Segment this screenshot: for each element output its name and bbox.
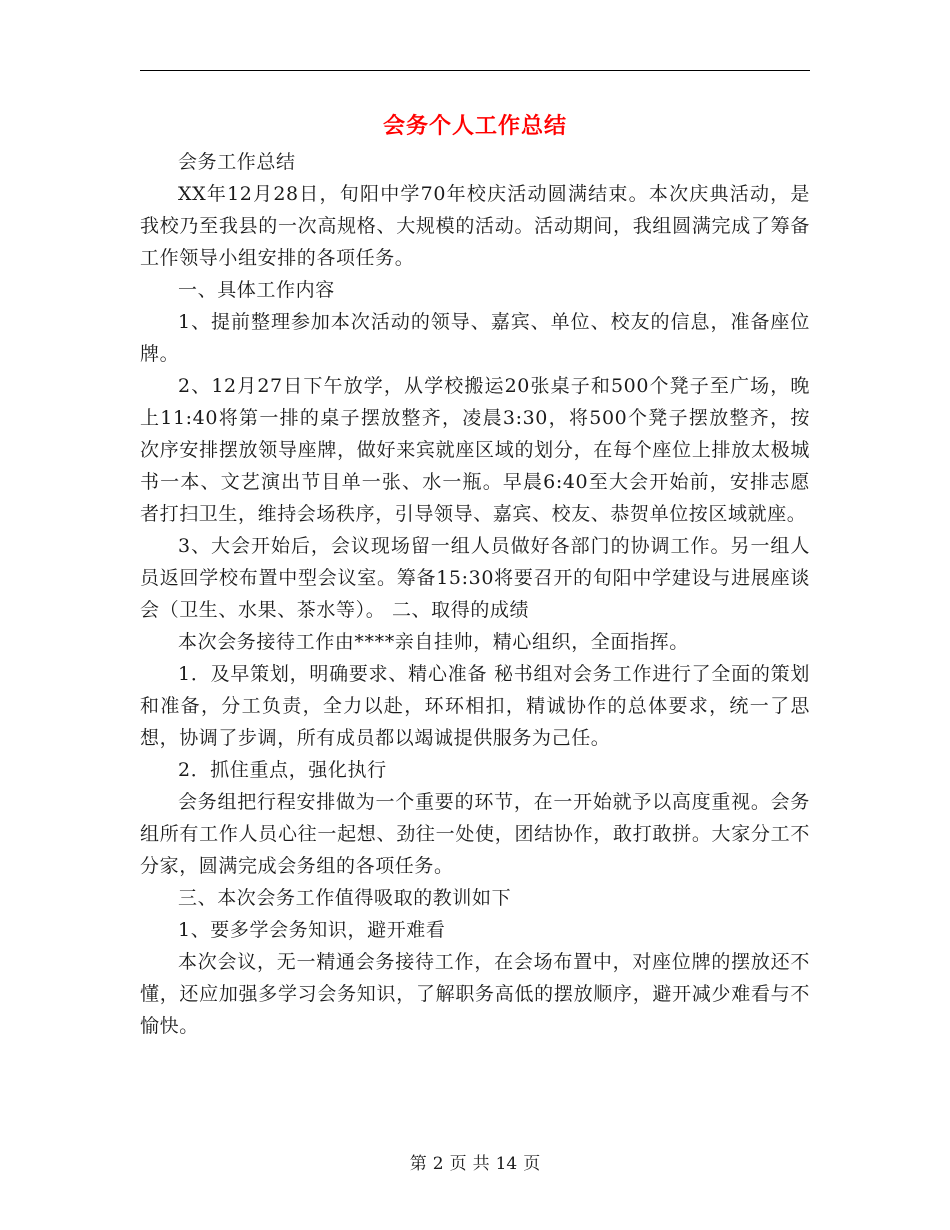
- paragraph: 1．及早策划，明确要求、精心准备 秘书组对会务工作进行了全面的策划和准备，分工负责，全力以赴，环环相扣，精诚协作的总体要求，统一了思想，协调了步调，所有成员都以竭诚提供服务为己任。: [140, 663, 810, 749]
- paragraph: 1、提前整理参加本次活动的领导、嘉宾、单位、校友的信息，准备座位牌。: [140, 311, 810, 365]
- document-title: 会务个人工作总结: [382, 113, 567, 139]
- paragraph: 3、大会开始后，会议现场留一组人员做好各部门的协调工作。另一组人员返回学校布置中型会议室。筹备15:30将要召开的旬阳中学建设与进展座谈会（卫生、水果、茶水等）。 二、取得的成绩: [140, 535, 810, 621]
- paragraph: 本次会议，无一精通会务接待工作，在会场布置中，对座位牌的摆放还不懂，还应加强多学习会务知识，了解职务高低的摆放顺序，避开减少难看与不愉快。: [140, 951, 810, 1037]
- paragraph: 会务组把行程安排做为一个重要的环节，在一开始就予以高度重视。会务组所有工作人员心往一起想、劲往一处使，团结协作，敢打敢拼。大家分工不分家，圆满完成会务组的各项任务。: [140, 791, 810, 877]
- page-footer: [0, 1152, 950, 1176]
- paragraph: 2．抓住重点，强化执行: [178, 759, 387, 781]
- paragraph: XX年12月28日，旬阳中学70年校庆活动圆满结束。本次庆典活动，是我校乃至我县的一次高规格、大规模的活动。活动期间，我组圆满完成了筹备工作领导小组安排的各项任务。: [140, 183, 810, 269]
- paragraph: 会务工作总结: [178, 151, 296, 173]
- page-total: 14: [495, 1154, 518, 1174]
- header-rule: [140, 70, 810, 71]
- paragraph: 本次会务接待工作由****亲自挂帅，精心组织，全面指挥。: [178, 631, 689, 653]
- section-heading: 三、本次会务工作值得吸取的教训如下: [178, 887, 512, 909]
- footer-page-label: 页: [449, 1154, 467, 1174]
- paragraph: 1、要多学会务知识，避开难看: [178, 919, 446, 941]
- document-body: [140, 146, 810, 1042]
- footer-prefix: 第: [409, 1154, 427, 1174]
- footer-suffix: 页: [523, 1154, 541, 1174]
- paragraph: 2、12月27日下午放学，从学校搬运20张桌子和500个凳子至广场，晚上11:40将第一排的桌子摆放整齐，凌晨3:30，将500个凳子摆放整齐，按次序安排摆放领导座牌，做好来宾就座区域的划分，在每个座位上排放太极城书一本、文艺演出节目单一张、水一瓶。早晨6:40至大会开始前，安排志愿者打扫卫生，维持会场秩序，引导领导、嘉宾、校友、恭贺单位按区域就座。: [140, 375, 810, 525]
- page-number: 2: [432, 1154, 444, 1174]
- section-heading: 一、具体工作内容: [178, 279, 335, 301]
- footer-total-prefix: 共: [472, 1154, 490, 1174]
